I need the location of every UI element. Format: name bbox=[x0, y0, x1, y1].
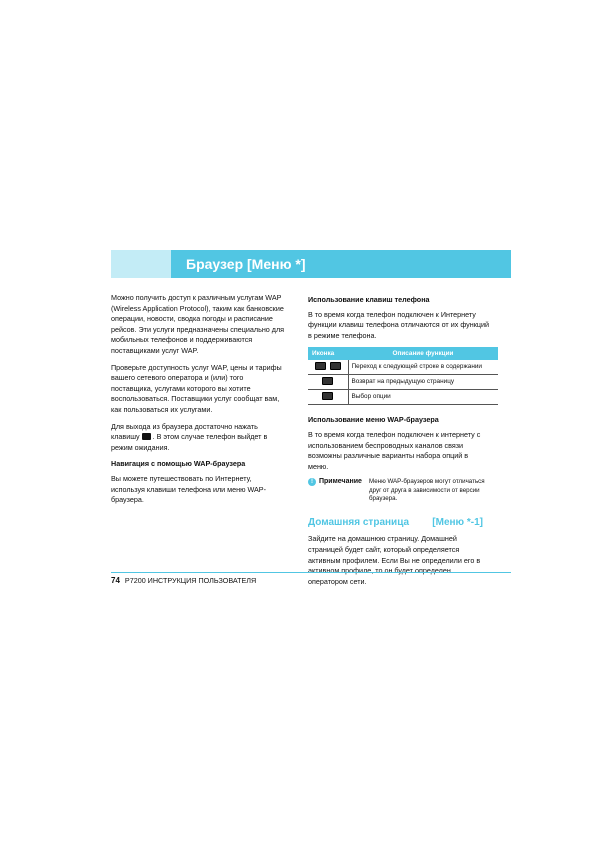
note-block bbox=[308, 478, 490, 504]
table-row bbox=[308, 360, 498, 375]
ok-key-icon bbox=[322, 392, 333, 400]
section-title: Браузер [Меню *] bbox=[186, 256, 306, 272]
end-key-icon bbox=[142, 433, 151, 440]
table-cell-description: Возврат на предыдущую страницу bbox=[348, 375, 498, 390]
menu-paragraph: В то время когда телефон подключен к интернету с использованием беспроводных каналов связи возможны различные варианты набора опций в меню. bbox=[308, 429, 481, 471]
homepage-menu-path: [Меню *-1] bbox=[432, 516, 483, 528]
table-cell-description: Выбор опции bbox=[348, 390, 498, 405]
nav-down-key-icon bbox=[330, 362, 341, 370]
exit-text-end: . В этом случае телефон выйдет в режим ожидания. bbox=[111, 432, 268, 452]
note-text: Меню WAP-браузеров могут отличаться друг от друга в зависимости от версии браузера. bbox=[369, 478, 485, 503]
table-header-icon: Иконка bbox=[308, 347, 348, 360]
homepage-paragraph: Зайдите на домашнюю страницу. Домашней страницей будет сайт, который определяется активным профилем. Если Вы не определили его в активном профиле, то он будет определен оператором сети. bbox=[308, 534, 481, 586]
table-header-description: Описание функции bbox=[348, 347, 498, 360]
key-function-table bbox=[308, 347, 498, 405]
table-row bbox=[308, 375, 498, 390]
left-column bbox=[111, 293, 286, 512]
table-cell-description: Переход к следующей строке в содержании bbox=[348, 360, 498, 375]
back-key-icon bbox=[322, 377, 333, 385]
exit-text-start: Для выхода из браузера достаточно нажать клавишу bbox=[111, 421, 258, 442]
info-icon: ! bbox=[308, 478, 316, 486]
navigation-heading: Навигация с помощью WAP-браузера bbox=[111, 459, 246, 469]
table-row bbox=[308, 390, 498, 405]
exit-paragraph bbox=[111, 422, 286, 454]
page-number: 74 bbox=[111, 576, 120, 585]
menu-heading: Использование меню WAP-браузера bbox=[308, 415, 439, 425]
nav-up-key-icon bbox=[315, 362, 326, 370]
homepage-title: Домашняя страница bbox=[308, 516, 410, 528]
right-column bbox=[308, 293, 490, 593]
navigation-paragraph: Вы можете путешествовать по Интернету, используя клавиши телефона или меню WAP-браузера. bbox=[111, 473, 266, 505]
footer-text: P7200 ИНСТРУКЦИЯ ПОЛЬЗОВАТЕЛЯ bbox=[124, 576, 257, 585]
keys-heading: Использование клавиш телефона bbox=[308, 295, 430, 304]
intro-paragraph: Можно получить доступ к различным услугам WAP (Wireless Application Protocol), таким как банковские операции, новости, сводка погоды и расписание рейсов. Эти услуги предназначены специально для мобильных телефонов и поддерживаются поставщиками услуг WAP. bbox=[111, 293, 285, 355]
footer-divider bbox=[111, 572, 511, 573]
page-footer bbox=[111, 576, 256, 585]
banner-accent-block bbox=[111, 250, 171, 278]
note-label: Примечание bbox=[319, 478, 362, 486]
availability-paragraph: Проверьте доступность услуг WAP, цены и тарифы вашего сетевого оператора и (или) того поставщика, услугами которого вы хотите воспользоваться. Поставщики услуг сообщат вам, как пользоваться их услугами. bbox=[111, 362, 282, 414]
homepage-heading bbox=[308, 518, 483, 529]
keys-paragraph: В то время когда телефон подключен к Интернету функции клавиш телефона отличаются от их функций в режиме телефона. bbox=[308, 309, 490, 340]
